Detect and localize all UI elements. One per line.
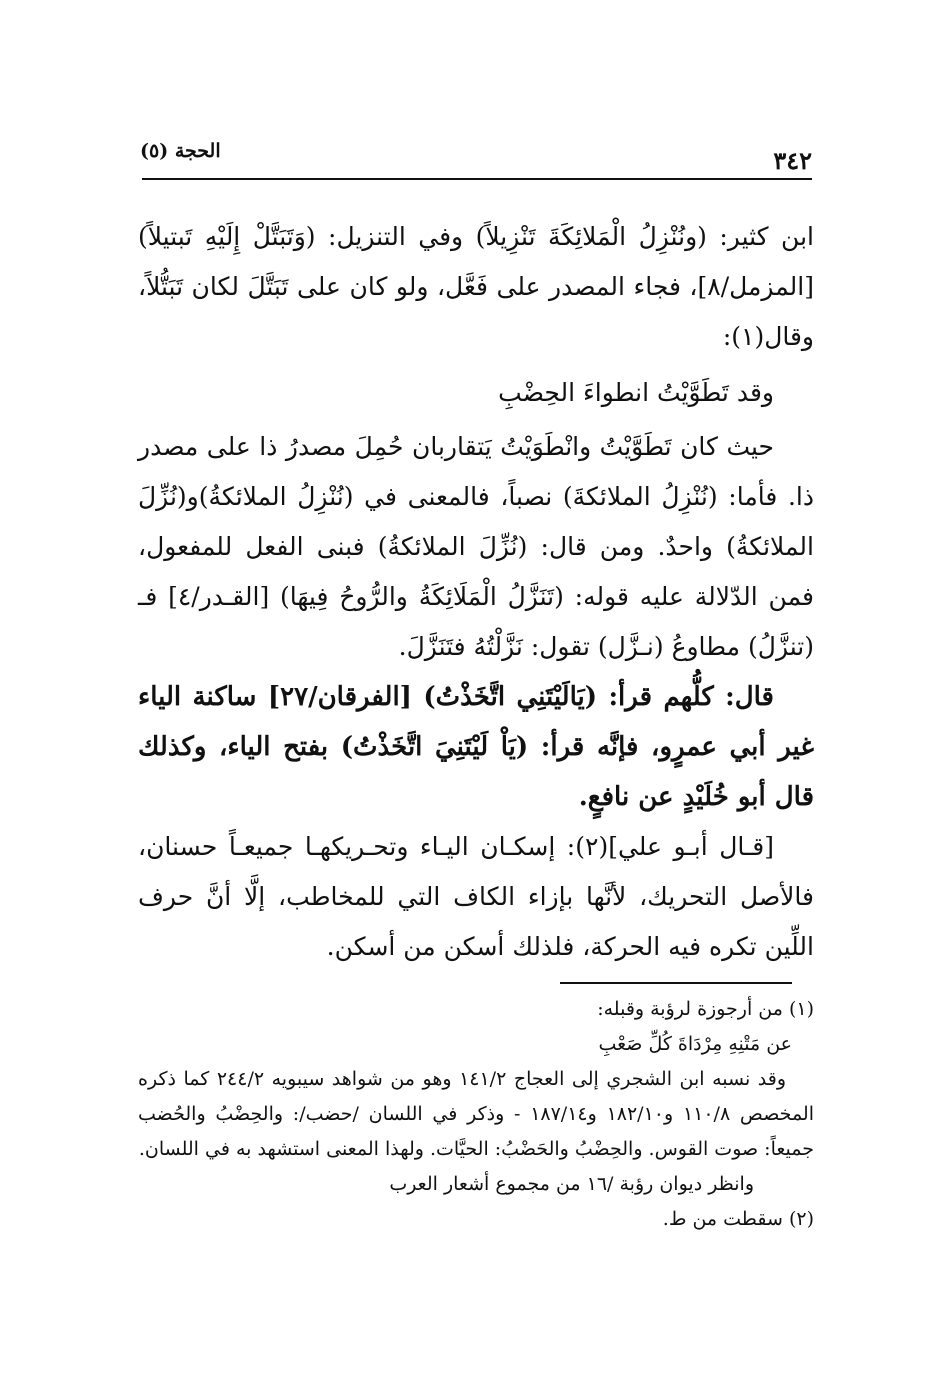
paragraph-3-bold: قال: كلُّهم قرأ: (يَالَيْتَنِي اتَّخَذْتُ) [الفرقان/٢٧] ساكنة الياء غير أبي عمرٍو، فإنَّه قرأ: (يَاْ لَيْتَنِيَ اتَّخَذْتُ) بفتح الياء، وكذلك قال أبو خُلَيْدٍ عن نافعٍ. [138, 682, 814, 812]
footnotes [138, 992, 814, 1237]
page-number: ٣٤٢ [773, 146, 812, 175]
paragraph-1: ابن كثير: (ونُنْزِلُ الْمَلائِكَةَ تَنْزِيلاً) وفي التنزيل: (وَتَبَتَّلْ إِلَيْهِ تَبتيلاً) [المزمل/٨]، فجاء المصدر على فَعَّل، ولو كان على تَبَتَّلَ لكان تَبَتُّلاً، وقال(١): [138, 222, 814, 351]
page-header [140, 140, 812, 176]
header-rule [142, 178, 812, 180]
paragraph-4: [قـال أبـو علي](٢): إسكـان اليـاء وتحـريكهـا جميعـاً حسنان، فالأصل التحريك، لأنَّها بإزاء الكاف التي للمخاطب، إلَّا أنَّ حرف اللِّين تكره فيه الحركة، فلذلك أسكن من أسكن. [138, 832, 814, 961]
footnote-1-note: وانظر ديوان رؤبة /١٦ من مجموع أشعار العرب [389, 1173, 754, 1195]
footnote-1-text: وقد نسبه ابن الشجري إلى العجاج ١٤١/٢ وهو من شواهد سيبويه ٢٤٤/٢ كما ذكره المخصص ١١٠/٨ و١٨٢/١٠ و١٨٧/١٤ - وذكر في اللسان /حضب/: والحِضْبُ والحُضب جميعاً: صوت القوس. والحِضْبُ والحَضْبُ: الحيَّات. ولهذا المعنى استشهد به في اللسان. [138, 1068, 814, 1160]
footnote-rule [560, 982, 792, 984]
footnote-1-intro: (١) من أرجوزة لرؤبة وقبله: [597, 998, 814, 1020]
running-title: الحجة (٥) [140, 140, 221, 162]
verse-line: وقد تَطَوَّيْتُ انطواءَ الحِضْبِ [498, 378, 774, 407]
main-text [138, 212, 814, 972]
footnote-2: (٢) سقطت من ط. [662, 1208, 814, 1230]
footnote-1-verse: عن مَتْنِهِ مِرْدَاةَ كُلِّ صَعْبِ [598, 1033, 792, 1055]
paragraph-2: حيث كان تَطَوَّيْتُ وانْطَوَيْتُ يَتقاربان حُمِلَ مصدرُ ذا على مصدر ذا. فأما: (نُنْزِلُ الملائكةَ) نصباً، فالمعنى في (نُنْزِلُ الملائكةُ)و(نُزِّلَ الملائكةُ) واحدٌ. ومن قال: (نُزِّلَ الملائكةُ) فبنى الفعل للمفعول، فمن الدّلالة عليه قوله: (تَنَزَّلُ الْمَلَائِكَةُ والرُّوحُ فِيهَا) [القـدر/٤] فـ (تنزَّلُ) مطاوعُ (نـزَّل) تقول: نَزَّلْتُهُ فتَنَزَّلَ. [138, 432, 814, 661]
